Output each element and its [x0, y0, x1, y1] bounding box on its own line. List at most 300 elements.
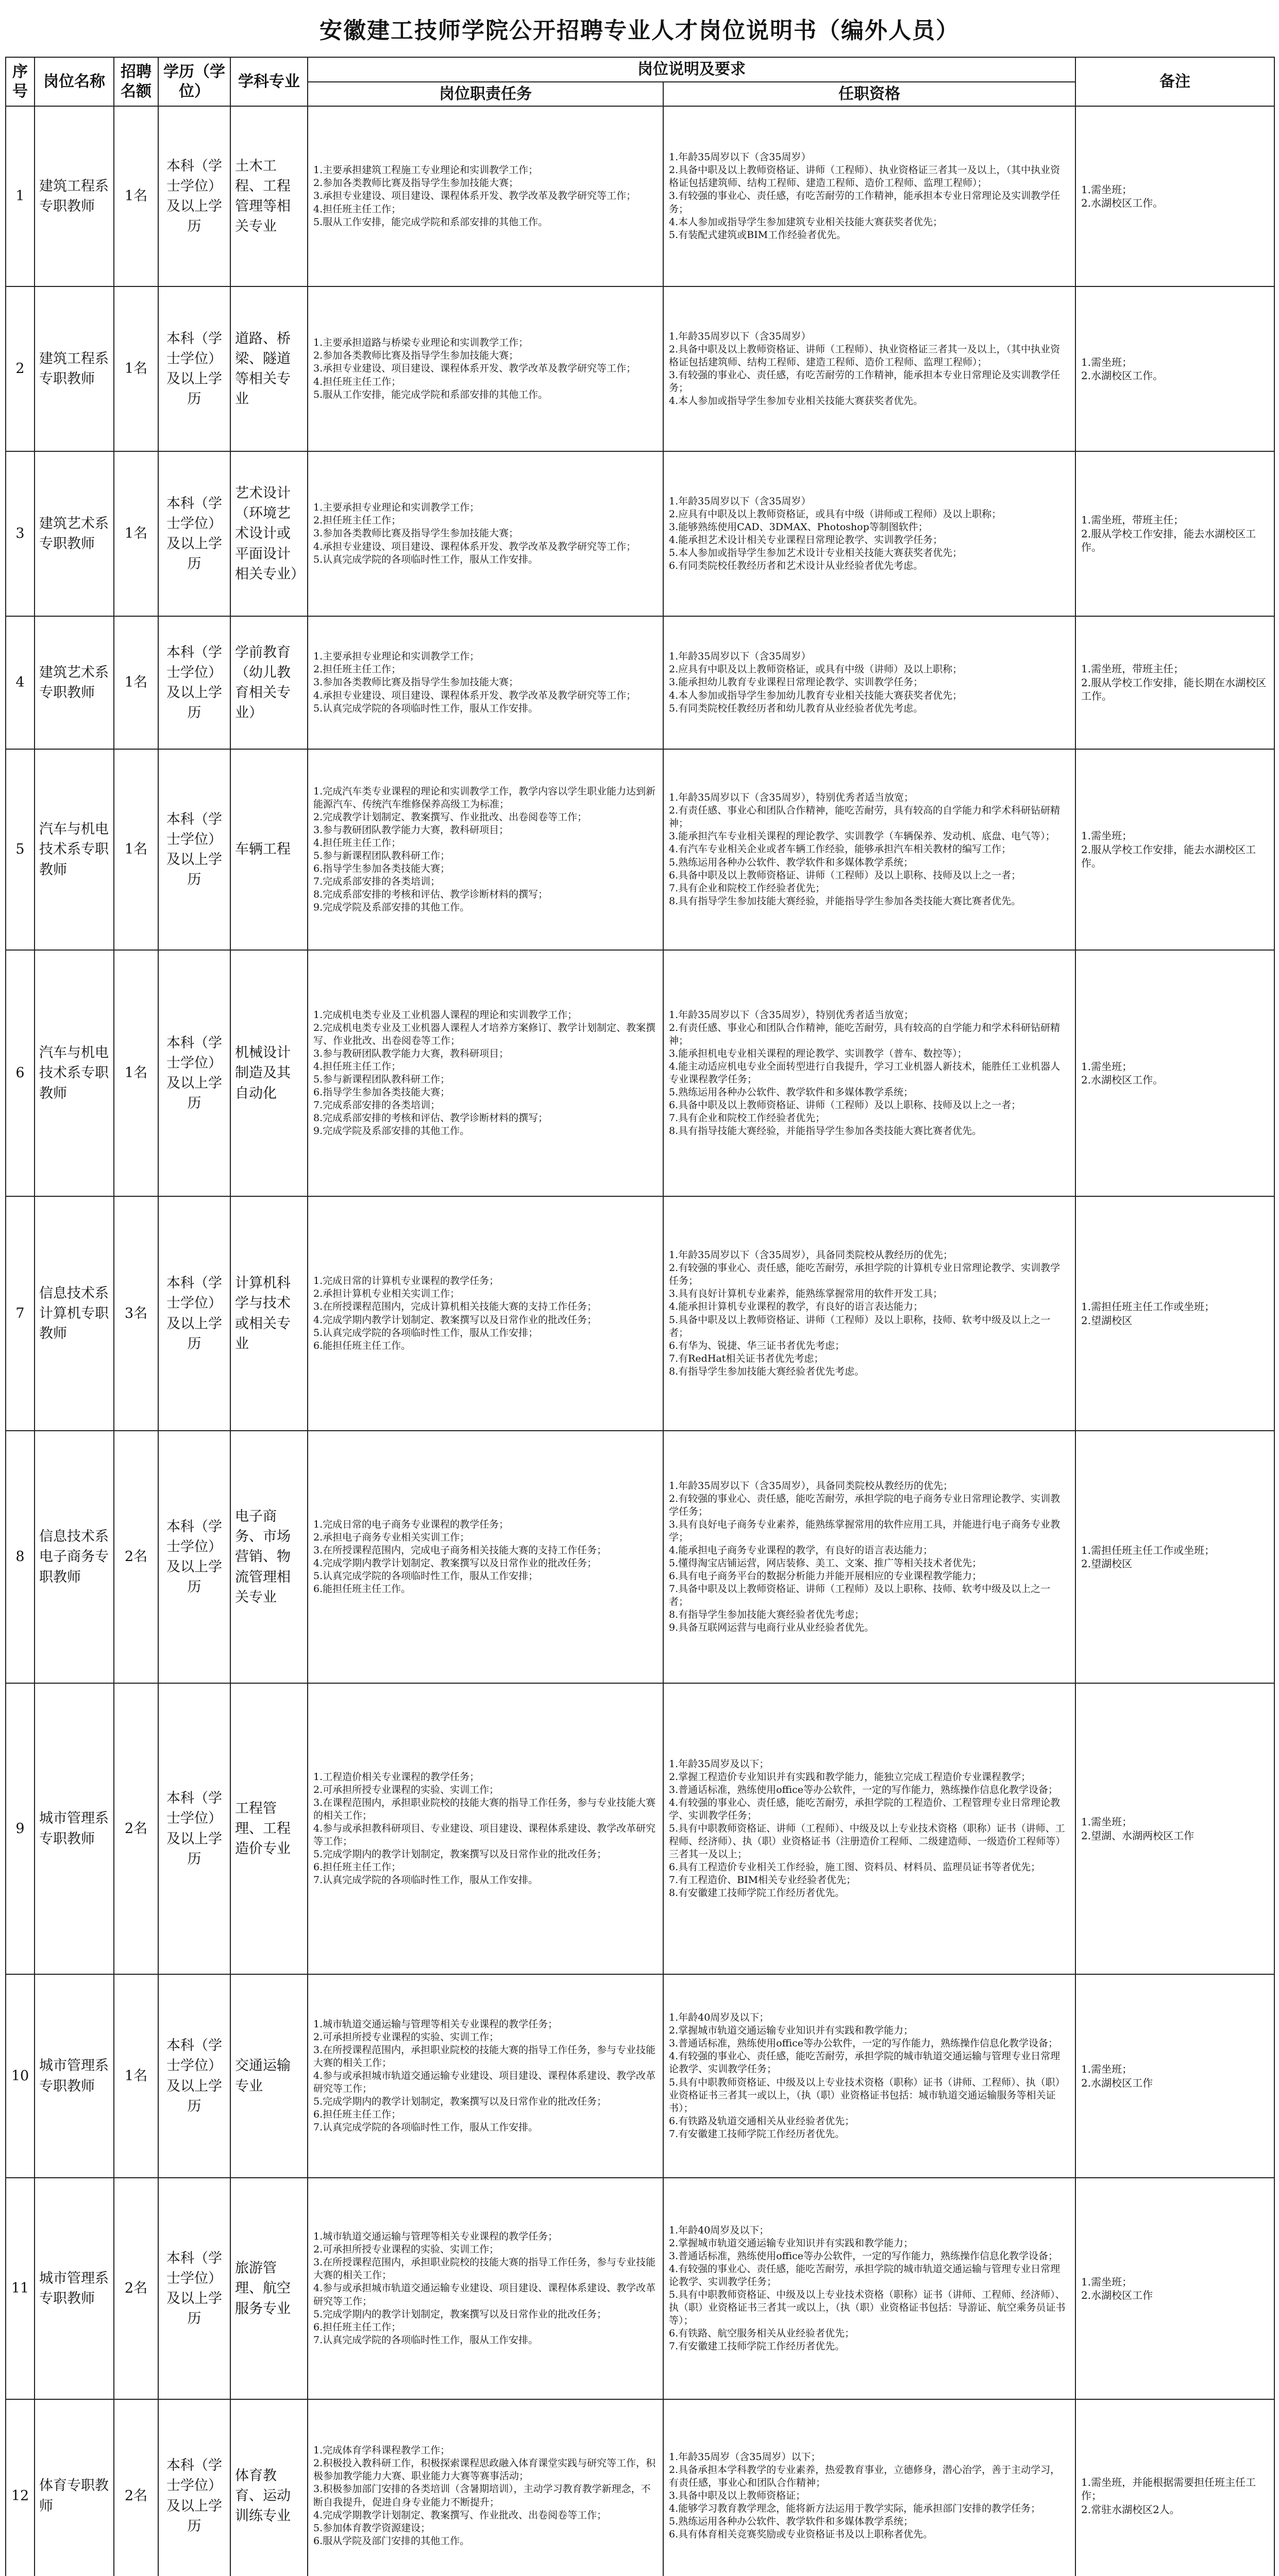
qualification-line: 4.有较强的事业心、责任感，能吃苦耐劳，承担学院的工程造价、工程管理专业日常理论教学、实训教学任务； — [669, 1797, 1061, 1821]
qualification-line: 7.有RedHat相关证书者优先考虑； — [669, 1352, 824, 1364]
row-position-name: 建筑艺术系专职教师 — [35, 451, 114, 616]
note-line: 2.常驻水湖校区2人。 — [1081, 2503, 1180, 2516]
duty-line: 1.完成日常的计算机专业课程的教学任务； — [313, 1275, 499, 1287]
duty-line: 3.在所授课程范围内，承担职业院校的技能大赛的指导工作任务，参与专业技能大赛的相关工作； — [313, 2257, 656, 2281]
duty-line: 1.主要承担建筑工程施工专业理论和实训教学工作； — [313, 164, 538, 176]
row-seq: 6 — [6, 950, 35, 1196]
table-row — [6, 616, 1274, 749]
duty-line: 5.认真完成学院的各项临时性工作，服从工作安排； — [313, 1570, 538, 1582]
row-duties — [308, 950, 663, 1196]
row-position-name: 汽车与机电技术系专职教师 — [35, 950, 114, 1196]
duty-line: 1.工程造价相关专业课程的教学任务； — [313, 1771, 480, 1783]
row-major: 艺术设计（环境艺术设计或平面设计相关专业） — [230, 451, 308, 616]
note-line: 1.需担任班主任工作或坐班； — [1081, 1300, 1215, 1313]
qualification-line: 4.本人参加或指导学生参加幼儿教育专业相关技能大赛获奖者优先； — [669, 689, 963, 701]
table-row — [6, 106, 1274, 286]
qualification-line: 1.年龄35周岁及以下； — [669, 1758, 769, 1770]
qualification-line: 6.有华为、锐捷、华三证书者优先考虑； — [669, 1340, 845, 1351]
row-qualifications — [663, 1683, 1075, 1974]
qualification-line: 7.具备中职及以上教师资格证、讲师（工程师）及以上职称、技师、软考中级及以上之一者； — [669, 1583, 1051, 1608]
note-line: 1.需担任班主任工作或坐班； — [1081, 1544, 1215, 1556]
duty-line: 3.参加各类教师比赛及指导学生参加技能大赛； — [313, 528, 519, 539]
qualification-line: 5.有装配式建筑或BIM工作经验者优先。 — [669, 229, 847, 241]
qualification-line: 3.能承担机电专业相关课程的理论教学、实训教学（普车、数控等）； — [669, 1047, 967, 1059]
qualification-line: 2.有较强的事业心、责任感，能吃苦耐劳，承担学院的计算机专业日常理论教学、实训教学任务； — [669, 1262, 1061, 1287]
qualification-line: 7.具有企业和院校工作经验者优先； — [669, 1112, 826, 1124]
note-line: 2.水湖校区工作 — [1081, 2289, 1153, 2301]
duty-line: 3.在所授课程范围内，完成电子商务相关技能大赛的支持工作任务； — [313, 1544, 607, 1556]
row-major: 计算机科学与技术或相关专业 — [230, 1196, 308, 1431]
qualification-line: 5.具有中职教师资格证、中级及以上专业技术资格（职称）证书（讲师、工程师、经济师）、执（职）业资格证书三者其一或以上，（执（职）业资格证书包括：导游证、航空乘务员证书等）； — [669, 2289, 1066, 2327]
row-position-name: 信息技术系电子商务专职教师 — [35, 1431, 114, 1683]
row-count: 2名 — [114, 2178, 158, 2399]
row-education: 本科（学士学位）及以上学历 — [158, 749, 230, 950]
qualification-line: 3.有较强的事业心、责任感，有吃苦耐劳的工作精神，能承担本专业日常理论及实训教学任务； — [669, 369, 1061, 394]
row-qualifications — [663, 749, 1075, 950]
row-qualifications — [663, 2399, 1075, 2576]
duty-line: 4.完成学期内教学计划制定、教案撰写以及日常作业的批改任务； — [313, 1557, 597, 1569]
qualification-line: 6.具有电子商务平台的数据分析能力并能开展相应的专业课程教学能力； — [669, 1570, 982, 1582]
qualification-line: 6.有铁路、航空服务相关从业经验者优先； — [669, 2328, 855, 2340]
duty-line: 3.参与教研团队教学能力大赛，教科研项目； — [313, 824, 509, 836]
table-row — [6, 451, 1274, 616]
qualification-line: 9.具备互联网运营与电商行业从业经验者优先。 — [669, 1622, 874, 1634]
row-position-name: 建筑工程系专职教师 — [35, 286, 114, 451]
duty-line: 5.完成学期内的教学计划制定，教案撰写以及日常作业的批改任务； — [313, 2308, 607, 2320]
row-qualifications — [663, 1974, 1075, 2178]
duty-line: 6.担任班主任工作； — [313, 2321, 401, 2333]
duty-line: 3.在所授课程范围内，完成计算机相关技能大赛的支持工作任务； — [313, 1301, 597, 1313]
duty-line: 7.完成系部安排的各类培训； — [313, 1099, 441, 1111]
duty-line: 4.参与或承担教科研项目、专业建设、项目建设、课程体系建设、教学改革研究等工作； — [313, 1822, 656, 1848]
row-qualifications — [663, 106, 1075, 286]
duty-line: 2.担任班主任工作； — [313, 515, 401, 527]
qualification-line: 2.有责任感、事业心和团队合作精神，能吃苦耐劳，具有较高的自学能力和学术科研钻研精神； — [669, 805, 1061, 829]
duty-line: 2.担任班主任工作； — [313, 664, 401, 675]
duty-line: 4.担任班主任工作； — [313, 203, 401, 215]
row-duties — [308, 749, 663, 950]
qualification-line: 2.应具有中职及以上教师资格证，或具有中级（讲师或工程师）及以上职称； — [669, 508, 1002, 520]
qualification-line: 3.有较强的事业心、责任感，有吃苦耐劳的工作精神，能承担本专业日常理论及实训教学任务； — [669, 190, 1061, 215]
row-notes — [1075, 950, 1274, 1196]
qualification-line: 8.有指导学生参加技能大赛经验者优先考虑。 — [669, 1365, 865, 1377]
duty-line: 4.完成学期教学计划制定、教案撰写、作业批改、出卷阅卷等工作； — [313, 2509, 607, 2521]
row-duties — [308, 286, 663, 451]
duty-line: 5.认真完成学院的各项临时性工作，服从工作安排。 — [313, 702, 538, 714]
duty-line: 6.能担任班主任工作。 — [313, 1340, 411, 1351]
row-education: 本科（学士学位）及以上学历 — [158, 1196, 230, 1431]
qualification-line: 6.具备中职及以上教师资格证、讲师（工程师）及以上职称、技师及以上之一者； — [669, 1099, 1021, 1111]
row-seq: 12 — [6, 2399, 35, 2576]
row-seq: 11 — [6, 2178, 35, 2399]
header-edu: 学历（学位） — [158, 57, 230, 106]
row-notes — [1075, 451, 1274, 616]
duty-line: 1.主要承担道路与桥梁专业理论和实训教学工作； — [313, 337, 529, 349]
row-major: 土木工程、工程管理等相关专业 — [230, 106, 308, 286]
qualification-line: 7.具有企业和院校工作经验者优先； — [669, 882, 826, 894]
qualification-line: 6.具有体育相关竞赛奖励或专业资格证书及以上职称者优先。 — [669, 2529, 933, 2540]
qualification-line: 6.有铁路及轨道交通相关从业经验者优先； — [669, 2115, 855, 2127]
row-notes — [1075, 1431, 1274, 1683]
row-seq: 7 — [6, 1196, 35, 1431]
qualification-line: 6.具备中职及以上教师资格证、讲师（工程师）及以上职称、技师及以上之一者； — [669, 869, 1021, 881]
qualification-line: 5.具有中职教师资格证、中级及以上专业技术资格（职称）证书（讲师、工程师）、执（职）业资格证书三者其一或以上，（执（职）业资格证书包括：城市轨道交通运输服务等相关证书）； — [669, 2076, 1065, 2114]
duty-line: 3.参与教研团队教学能力大赛，教科研项目； — [313, 1047, 509, 1059]
row-position-name: 城市管理系专职教师 — [35, 2178, 114, 2399]
duty-line: 4.参与或承担城市轨道交通运输专业建设、项目建设、课程体系建设、教学改革研究等工作； — [313, 2282, 656, 2307]
qualification-line: 3.具备中职及以上教师资格证； — [669, 2489, 806, 2501]
row-notes — [1075, 286, 1274, 451]
qualification-line: 5.熟练运用各种办公软件、教学软件和多媒体教学系统； — [669, 856, 914, 868]
row-seq: 2 — [6, 286, 35, 451]
qualification-line: 3.具有良好电子商务专业素养，能熟练掌握常用的软件应用工具，并能进行电子商务专业教学； — [669, 1518, 1061, 1543]
row-major: 交通运输专业 — [230, 1974, 308, 2178]
qualification-line: 3.能够熟练使用CAD、3DMAX、Photoshop等制图软件； — [669, 521, 928, 533]
row-position-name: 城市管理系专职教师 — [35, 1683, 114, 1974]
row-qualifications — [663, 1196, 1075, 1431]
qualification-line: 3.能承担汽车专业相关课程的理论教学、实训教学（车辆保养、发动机、底盘、电气等）； — [669, 831, 1055, 842]
duty-line: 2.积极投入教科研工作，积极探索课程思政融入体育课堂实践与研究等工作，积极参加教学能力大赛、职业能力大赛等赛事活动； — [313, 2458, 656, 2482]
note-line: 1.需坐班； — [1081, 829, 1133, 842]
qualification-line: 3.能承担幼儿教育专业课程日常理论教学、实训教学任务； — [669, 676, 923, 688]
qualification-line: 4.有汽车专业相关企业或者车辆工作经验，能够承担汽车相关教材的编写工作； — [669, 843, 1012, 855]
qualification-line: 3.具有良好计算机专业素养，能熟练掌握常用的软件开发工具； — [669, 1288, 943, 1300]
duty-line: 1.主要承担专业理论和实训教学工作； — [313, 502, 480, 514]
row-count: 2名 — [114, 1431, 158, 1683]
header-seq: 序号 — [6, 57, 35, 106]
row-notes — [1075, 749, 1274, 950]
row-count: 1名 — [114, 950, 158, 1196]
duty-line: 4.担任班主任工作； — [313, 837, 401, 849]
duty-line: 2.可承担所授专业课程的实验、实训工作； — [313, 2031, 499, 2043]
row-qualifications — [663, 1431, 1075, 1683]
duty-line: 1.主要承担专业理论和实训教学工作； — [313, 651, 480, 663]
duty-line: 8.完成系部安排的考核和评估、教学诊断材料的撰写； — [313, 1112, 548, 1124]
row-qualifications — [663, 2178, 1075, 2399]
qualification-line: 5.本人参加或指导学生参加艺术设计专业相关技能大赛获奖者优先； — [669, 547, 963, 559]
qualification-line: 2.有责任感、事业心和团队合作精神，能吃苦耐劳，具有较高的自学能力和学术科研钻研精神； — [669, 1022, 1061, 1046]
row-seq: 9 — [6, 1683, 35, 1974]
duty-line: 7.完成系部安排的各类培训； — [313, 876, 441, 888]
row-major: 电子商务、市场营销、物流管理相关专业 — [230, 1431, 308, 1683]
table-row — [6, 286, 1274, 451]
row-duties — [308, 1974, 663, 2178]
duty-line: 5.服从工作安排，能完成学院和系部安排的其他工作。 — [313, 388, 548, 400]
qualification-line: 1.年龄35周岁以下（含35周岁），具备同类院校从教经历的优先； — [669, 1249, 953, 1261]
duty-line: 7.认真完成学院的各项临时性工作，服从工作安排。 — [313, 2122, 538, 2133]
row-education: 本科（学士学位）及以上学历 — [158, 616, 230, 749]
duty-line: 2.承担计算机专业相关实训工作； — [313, 1288, 460, 1300]
qualification-line: 1.年龄35周岁以下（含35周岁），特别优秀者适当放宽； — [669, 792, 914, 804]
qualification-line: 1.年龄35周岁以下（含35周岁），特别优秀者适当放宽； — [669, 1009, 914, 1021]
row-notes — [1075, 1196, 1274, 1431]
qualification-line: 8.有安徽建工技师学院工作经历者优先。 — [669, 1887, 845, 1899]
row-notes — [1075, 616, 1274, 749]
qualification-line: 4.有较强的事业心、责任感，能吃苦耐劳，承担学院的城市轨道交通运输与管理专业日常理论教学、实训教学任务； — [669, 2050, 1061, 2075]
row-seq: 4 — [6, 616, 35, 749]
duty-line: 3.参加各类教师比赛及指导学生参加技能大赛； — [313, 676, 519, 688]
qualification-line: 5.有同类院校任教经历者和幼儿教育从业经验者优先考虑。 — [669, 702, 923, 714]
row-count: 1名 — [114, 749, 158, 950]
duty-line: 5.参加体育教学资源建设； — [313, 2522, 431, 2534]
duty-line: 3.积极参加部门安排的各类培训（含暑期培训），主动学习教育教学新理念，不断自我提升，促进自身专业能力不断提升； — [313, 2483, 651, 2508]
duty-line: 4.参与或承担城市轨道交通运输专业建设、项目建设、课程体系建设、教学改革研究等工作； — [313, 2070, 656, 2095]
row-duties — [308, 451, 663, 616]
qualification-line: 1.年龄35周岁以下（含35周岁） — [669, 495, 811, 507]
duty-line: 6.指导学生参加各类技能大赛； — [313, 863, 450, 875]
note-line: 1.需坐班； — [1081, 2063, 1133, 2076]
header-count: 招聘名额 — [114, 57, 158, 106]
duty-line: 5.认真完成学院的各项临时性工作，服从工作安排； — [313, 1327, 538, 1338]
header-group: 岗位说明及要求 — [308, 57, 1075, 82]
note-line: 2.服从学校工作安排，能长期在水湖校区工作。 — [1081, 676, 1267, 703]
row-major: 车辆工程 — [230, 749, 308, 950]
row-notes — [1075, 1683, 1274, 1974]
row-count: 3名 — [114, 1196, 158, 1431]
row-notes — [1075, 2399, 1274, 2576]
row-count: 1名 — [114, 1974, 158, 2178]
note-line: 1.需坐班，并能根据需要担任班主任工作； — [1081, 2476, 1256, 2502]
note-line: 1.需坐班； — [1081, 1060, 1133, 1073]
duty-line: 4.担任班主任工作； — [313, 1060, 401, 1072]
note-line: 2.望湖校区 — [1081, 1557, 1133, 1570]
duty-line: 4.完成学期内教学计划制定、教案撰写以及日常作业的批改任务； — [313, 1314, 597, 1326]
qualification-line: 5.懂得淘宝店铺运营，网店装修、美工、文案、推广等相关技术者优先； — [669, 1557, 982, 1569]
row-duties — [308, 1431, 663, 1683]
duty-line: 7.认真完成学院的各项临时性工作，服从工作安排。 — [313, 2334, 538, 2346]
note-line: 2.水湖校区工作。 — [1081, 197, 1164, 209]
duty-line: 3.承担专业建设、项目建设、课程体系开发、教学改革及教学研究等工作； — [313, 363, 636, 375]
duty-line: 2.完成机电类专业及工业机器人课程人才培养方案修订、教学计划制定、教案撰写、作业批改、出卷阅卷等工作； — [313, 1022, 656, 1046]
duty-line: 5.完成学期内的教学计划制定，教案撰写以及日常作业的批改任务； — [313, 1849, 607, 1860]
row-position-name: 信息技术系计算机专职教师 — [35, 1196, 114, 1431]
row-seq: 10 — [6, 1974, 35, 2178]
row-duties — [308, 106, 663, 286]
row-count: 1名 — [114, 616, 158, 749]
note-line: 2.服从学校工作安排，能去水湖校区工作。 — [1081, 527, 1256, 554]
duty-line: 5.服从工作安排，能完成学院和系部安排的其他工作。 — [313, 216, 548, 228]
row-education: 本科（学士学位）及以上学历 — [158, 2178, 230, 2399]
note-line: 2.水湖校区工作 — [1081, 2076, 1153, 2089]
qualification-line: 1.年龄35周岁以下（含35周岁） — [669, 651, 811, 663]
row-count: 2名 — [114, 2399, 158, 2576]
table-row — [6, 749, 1274, 950]
qualification-line: 7.有安徽建工技师学院工作经历者优先。 — [669, 2128, 845, 2140]
duty-line: 2.参加各类教师比赛及指导学生参加技能大赛； — [313, 350, 519, 362]
header-qual: 任职资格 — [663, 82, 1075, 107]
row-duties — [308, 2178, 663, 2399]
duty-line: 7.认真完成学院的各项临时性工作，服从工作安排。 — [313, 1874, 538, 1886]
qualification-line: 2.有较强的事业心、责任感，能吃苦耐劳，承担学院的电子商务专业日常理论教学、实训教学任务； — [669, 1493, 1061, 1517]
table-row — [6, 1196, 1274, 1431]
duty-line: 5.参与新课程团队教科研工作； — [313, 850, 450, 861]
row-major: 道路、桥梁、隧道等相关专业 — [230, 286, 308, 451]
duty-line: 1.完成机电类专业及工业机器人课程的理论和实训教学工作； — [313, 1009, 578, 1021]
duty-line: 2.可承担所授专业课程的实验、实训工作； — [313, 1784, 499, 1795]
qualification-line: 5.具备中职及以上教师资格证、讲师（工程师）及以上职称，技师、软考中级及以上之一者； — [669, 1314, 1051, 1338]
row-notes — [1075, 1974, 1274, 2178]
qualification-line: 5.具有中职教师资格证、讲师（工程师）、中级及以上专业技术资格（职称）证书（讲师、工程师、经济师）、执（职）业资格证书（注册造价工程师、二级建造师、一级造价工程师等）三者其一及以上； — [669, 1822, 1066, 1860]
note-line: 2.望湖、水湖两校区工作 — [1081, 1829, 1194, 1842]
duty-line: 2.参加各类教师比赛及指导学生参加技能大赛； — [313, 177, 519, 189]
duty-line: 6.服从学院及部门安排的其他工作。 — [313, 2535, 470, 2547]
note-line: 2.望湖校区 — [1081, 1314, 1133, 1327]
row-position-name: 体育专职教师 — [35, 2399, 114, 2576]
duty-line: 2.可承担所授专业课程的实验、实训工作； — [313, 2244, 499, 2256]
qualification-line: 1.年龄40周岁及以下； — [669, 2224, 769, 2236]
qualification-line: 4.能承担电子商务专业课程的教学，有良好的语言表达能力； — [669, 1544, 933, 1556]
qualification-line: 7.有安徽建工技师学院工作经历者优先。 — [669, 2341, 845, 2352]
duty-line: 8.完成系部安排的考核和评估、教学诊断材料的撰写； — [313, 889, 548, 901]
duty-line: 3.承担专业建设、项目建设、课程体系开发、教学改革及教学研究等工作； — [313, 190, 636, 202]
header-name: 岗位名称 — [35, 57, 114, 106]
document-title: 安徽建工技师学院公开招聘专业人才岗位说明书（编外人员） — [319, 18, 960, 44]
table-row — [6, 2178, 1274, 2399]
row-qualifications — [663, 451, 1075, 616]
row-major: 机械设计制造及其自动化 — [230, 950, 308, 1196]
note-line: 2.服从学校工作安排，能去水湖校区工作。 — [1081, 843, 1256, 870]
qualification-line: 1.年龄35周岁以下（含35周岁），具备同类院校从教经历的优先； — [669, 1480, 953, 1492]
row-duties — [308, 616, 663, 749]
row-position-name: 城市管理系专职教师 — [35, 1974, 114, 2178]
table-row — [6, 1431, 1274, 1683]
row-notes — [1075, 2178, 1274, 2399]
qualification-line: 2.掌握工程造价专业知识并有实践和教学能力，能独立完成工程造价专业课程教学； — [669, 1771, 1031, 1783]
row-education: 本科（学士学位）及以上学历 — [158, 106, 230, 286]
qualification-line: 5.熟练运用各种办公软件、教学软件和多媒体教学系统； — [669, 1087, 914, 1098]
row-count: 1名 — [114, 106, 158, 286]
table-row — [6, 1683, 1274, 1974]
row-count: 1名 — [114, 451, 158, 616]
note-line: 2.水湖校区工作。 — [1081, 369, 1164, 382]
qualification-line: 1.年龄35周岁以下（含35周岁） — [669, 330, 811, 342]
row-major: 工程管理、工程造价专业 — [230, 1683, 308, 1974]
table-row — [6, 2399, 1274, 2576]
row-position-name: 建筑工程系专职教师 — [35, 106, 114, 286]
row-qualifications — [663, 950, 1075, 1196]
duty-line: 6.指导学生参加各类技能大赛； — [313, 1087, 450, 1098]
qualification-line: 5.熟练运用各种办公软件、教学软件和多媒体教学系统； — [669, 2516, 914, 2528]
qualification-line: 2.掌握城市轨道交通运输专业知识并有实践和教学能力； — [669, 2025, 914, 2037]
qualification-line: 8.具有指导技能大赛经验，并能指导学生参加各类技能大赛比赛者优先。 — [669, 1125, 982, 1137]
qualification-line: 8.具有指导学生参加技能大赛经验，并能指导学生参加各类技能大赛比赛者优先。 — [669, 895, 1021, 907]
duty-line: 5.认真完成学院的各项临时性工作，服从工作安排。 — [313, 553, 538, 565]
note-line: 1.需坐班； — [1081, 183, 1133, 196]
row-education: 本科（学士学位）及以上学历 — [158, 1974, 230, 2178]
qualification-line: 6.具有工程造价专业相关工作经验，施工图、资料员、材料员、监理员证书等者优先； — [669, 1861, 1041, 1873]
table-row — [6, 950, 1274, 1196]
row-seq: 8 — [6, 1431, 35, 1683]
qualification-line: 4.能承担计算机专业课程的教学，有良好的语言表达能力； — [669, 1301, 923, 1313]
qualification-line: 1.年龄35周岁以下（含35周岁） — [669, 151, 811, 163]
row-education: 本科（学士学位）及以上学历 — [158, 286, 230, 451]
row-education: 本科（学士学位）及以上学历 — [158, 1431, 230, 1683]
duty-line: 2.承担电子商务专业相关实训工作； — [313, 1531, 470, 1543]
note-line: 1.需坐班，带班主任； — [1081, 514, 1184, 527]
row-seq: 5 — [6, 749, 35, 950]
header-major: 学科专业 — [230, 57, 308, 106]
row-count: 1名 — [114, 286, 158, 451]
header-duty: 岗位职责任务 — [308, 82, 663, 107]
row-position-name: 建筑艺术系专职教师 — [35, 616, 114, 749]
duty-line: 9.完成学院及系部安排的其他工作。 — [313, 902, 470, 913]
qualification-line: 4.有较强的事业心、责任感，能吃苦耐劳，承担学院的城市轨道交通运输与管理专业日常理论教学、实训教学任务； — [669, 2263, 1061, 2287]
duty-line: 1.完成体育学科课程教学工作； — [313, 2445, 450, 2456]
note-line: 1.需坐班； — [1081, 2275, 1133, 2288]
qualification-line: 4.能主动适应机电专业全面转型进行自我提升，学习工业机器人新技术，能胜任工业机器人专业课程教学任务； — [669, 1060, 1061, 1085]
qualification-line: 1.年龄40周岁及以下； — [669, 2012, 769, 2024]
qualification-line: 1.年龄35周岁（含35周岁）以下； — [669, 2451, 821, 2463]
duty-line: 6.担任班主任工作； — [313, 2109, 401, 2121]
duty-line: 6.担任班主任工作； — [313, 1861, 401, 1873]
qualification-line: 2.具备中职及以上教师资格证、讲师（工程师）、执业资格证三者其一及以上，（其中执业资格证包括建筑师、结构工程师、建造工程师、造价工程师、监理工程师）； — [669, 164, 1061, 189]
duty-line: 1.完成汽车类专业课程的理论和实训教学工作，教学内容以学生职业能力达到新能源汽车、传统汽车维修保养高级工为标准； — [313, 785, 656, 810]
note-line: 1.需坐班； — [1081, 1816, 1133, 1828]
table-row — [6, 1974, 1274, 2178]
row-position-name: 汽车与机电技术系专职教师 — [35, 749, 114, 950]
row-major: 学前教育（幼儿教育相关专业） — [230, 616, 308, 749]
qualification-line: 4.本人参加或指导学生参加专业相关技能大赛获奖者优先。 — [669, 395, 923, 407]
qualification-line: 2.应具有中职及以上教师资格证，或具有中级（讲师）及以上职称； — [669, 664, 963, 675]
qualification-line: 4.本人参加或指导学生参加建筑专业相关技能大赛获奖者优先； — [669, 216, 943, 228]
qualification-line: 4.能承担艺术设计相关专业课程日常理论教学、实训教学任务； — [669, 534, 943, 546]
row-seq: 3 — [6, 451, 35, 616]
row-education: 本科（学士学位）及以上学历 — [158, 1683, 230, 1974]
row-major: 体育教育、运动训练专业 — [230, 2399, 308, 2576]
qualification-line: 7.有工程造价、BIM相关专业经验者优先； — [669, 1874, 856, 1886]
note-line: 1.需坐班，带班主任； — [1081, 663, 1184, 675]
header-note: 备注 — [1075, 57, 1274, 106]
row-education: 本科（学士学位）及以上学历 — [158, 451, 230, 616]
note-line: 2.水湖校区工作。 — [1081, 1074, 1164, 1086]
duty-line: 1.完成日常的电子商务专业课程的教学任务； — [313, 1518, 509, 1530]
duty-line: 9.完成学院及系部安排的其他工作。 — [313, 1125, 470, 1137]
row-duties — [308, 2399, 663, 2576]
row-education: 本科（学士学位）及以上学历 — [158, 2399, 230, 2576]
row-qualifications — [663, 616, 1075, 749]
duty-line: 4.承担专业建设、项目建设、课程体系开发、教学改革及教学研究等工作； — [313, 689, 636, 701]
table-body — [6, 106, 1274, 2576]
duty-line: 5.参与新课程团队教科研工作； — [313, 1074, 450, 1085]
row-qualifications — [663, 286, 1075, 451]
duty-line: 1.城市轨道交通运输与管理等相关专业课程的教学任务； — [313, 2231, 558, 2243]
qualification-line: 3.普通话标准，熟练使用office等办公软件，一定的写作能力，熟练操作信息化教学设备； — [669, 1784, 1058, 1795]
row-duties — [308, 1196, 663, 1431]
row-major: 旅游管理、航空服务专业 — [230, 2178, 308, 2399]
qualification-line: 8.有指导学生参加技能大赛经验者优先考虑； — [669, 1609, 865, 1621]
duty-line: 4.担任班主任工作； — [313, 376, 401, 387]
note-line: 1.需坐班； — [1081, 355, 1133, 368]
row-education: 本科（学士学位）及以上学历 — [158, 950, 230, 1196]
qualification-line: 6.有同类院校任教经历者和艺术设计从业经验者优先考虑。 — [669, 560, 923, 572]
row-seq: 1 — [6, 106, 35, 286]
row-duties — [308, 1683, 663, 1974]
duty-line: 3.在课程范围内，承担职业院校的技能大赛的指导工作任务，参与专业技能大赛的相关工作； — [313, 1797, 656, 1821]
duty-line: 5.完成学期内的教学计划制定，教案撰写以及日常作业的批改任务； — [313, 2096, 607, 2108]
qualification-line: 2.掌握城市轨道交通运输专业知识并有实践和教学能力； — [669, 2237, 914, 2249]
duty-line: 1.城市轨道交通运输与管理等相关专业课程的教学任务； — [313, 2018, 558, 2030]
duty-line: 6.能担任班主任工作。 — [313, 1583, 411, 1595]
qualification-line: 3.普通话标准，熟练使用office等办公软件，一定的写作能力，熟练操作信息化教学设备； — [669, 2038, 1058, 2049]
table-header — [6, 57, 1274, 106]
qualification-line: 4.能够学习教育教学理念，能将新方法运用于教学实际，能承担部门安排的教学任务； — [669, 2503, 1041, 2515]
qualification-line: 2.具备中职及以上教师资格证、讲师（工程师）、执业资格证三者其一及以上，（其中执业资格证包括建筑师、结构工程师、建造工程师、造价工程师、监理工程师）； — [669, 343, 1061, 368]
duty-line: 2.完成教学计划制定、教案撰写、作业批改、出卷阅卷等工作； — [313, 811, 587, 823]
duty-line: 4.承担专业建设、项目建设、课程体系开发、教学改革及教学研究等工作； — [313, 540, 636, 552]
qualification-line: 3.普通话标准，熟练使用office等办公软件，一定的写作能力，熟练操作信息化教学设备； — [669, 2250, 1058, 2262]
job-description-table — [5, 57, 1275, 2576]
duty-line: 3.在所授课程范围内，承担职业院校的技能大赛的指导工作任务，参与专业技能大赛的相关工作； — [313, 2044, 656, 2069]
